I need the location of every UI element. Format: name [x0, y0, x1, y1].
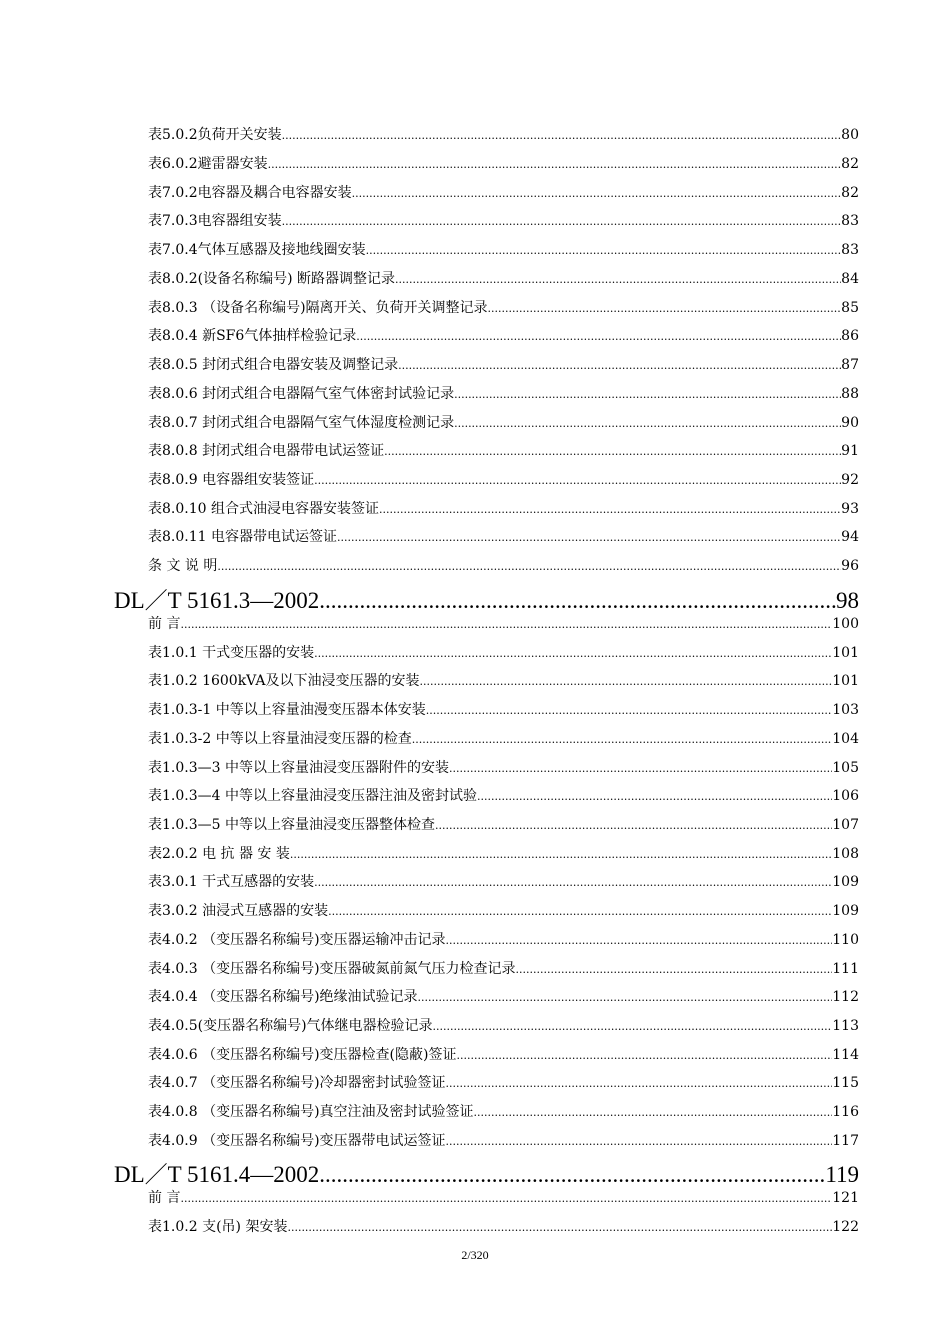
- toc-leader-dots: [337, 531, 841, 544]
- toc-entry-title: 表8.0.4 新SF6气体抽样检验记录: [148, 328, 357, 344]
- toc-page-number: 96: [841, 558, 859, 574]
- toc-entry[interactable]: [148, 1015, 859, 1037]
- toc-page-number: 110: [832, 932, 859, 948]
- toc-entry-title: 表7.0.4气体互感器及接地线圈安装: [148, 242, 366, 258]
- toc-section-heading[interactable]: [114, 582, 859, 612]
- toc-entry-title: 前 言: [148, 616, 181, 632]
- toc-leader-dots: [454, 417, 841, 430]
- toc-leader-dots: [319, 1162, 825, 1186]
- toc-leader-dots: [290, 848, 832, 861]
- toc-entry[interactable]: [148, 785, 859, 807]
- toc-page-number: 98: [836, 588, 859, 612]
- toc-section-heading[interactable]: [114, 1156, 859, 1186]
- toc-leader-dots: [426, 704, 833, 717]
- toc-leader-dots: [398, 359, 841, 372]
- toc-page-number: 109: [832, 903, 859, 919]
- toc-page-number: 117: [832, 1133, 859, 1149]
- toc-page-number: 94: [841, 529, 859, 545]
- toc-page-number: 90: [841, 415, 859, 431]
- toc-leader-dots: [446, 1135, 833, 1148]
- toc-leader-dots: [379, 503, 841, 516]
- toc-page-number: 80: [841, 127, 859, 143]
- toc-entry-title: 表7.0.3电容器组安装: [148, 213, 282, 229]
- toc-page-number: 83: [841, 213, 859, 229]
- toc-leader-dots: [446, 934, 833, 947]
- toc-entry[interactable]: [148, 1216, 859, 1238]
- toc-entry-title: DL／T 5161.3—2002: [114, 588, 320, 612]
- toc-entry-title: DL／T 5161.4—2002: [114, 1162, 320, 1186]
- toc-entry-title: 表3.0.1 干式互感器的安装: [148, 874, 315, 890]
- toc-entry[interactable]: [148, 670, 859, 692]
- toc-entry[interactable]: [148, 843, 859, 865]
- toc-leader-dots: [449, 762, 832, 775]
- toc-page-number: 121: [832, 1190, 859, 1206]
- toc-leader-dots: [474, 1106, 833, 1119]
- toc-leader-dots: [314, 647, 832, 660]
- toc-page-number: 119: [825, 1162, 859, 1186]
- toc-leader-dots: [180, 618, 832, 631]
- toc-entry-title: 条 文 说 明: [148, 558, 218, 574]
- toc-leader-dots: [433, 1020, 833, 1033]
- toc-entry-title: 表8.0.3 （设备名称编号)隔离开关、负荷开关调整记录: [148, 300, 488, 316]
- toc-entry[interactable]: [148, 1187, 859, 1209]
- toc-entry-title: 表1.0.3-2 中等以上容量油浸变压器的检查: [148, 731, 412, 747]
- toc-entry-title: 表8.0.6 封闭式组合电器隔气室气体密封试验记录: [148, 386, 455, 402]
- toc-entry[interactable]: [148, 325, 859, 347]
- toc-entry[interactable]: [148, 1044, 859, 1066]
- toc-leader-dots: [319, 588, 836, 612]
- toc-entry-title: 表8.0.2(设备名称编号) 断路器调整记录: [148, 271, 395, 287]
- toc-entry-title: 表4.0.8 （变压器名称编号)真空注油及密封试验签证: [148, 1104, 474, 1120]
- toc-page-number: 100: [832, 616, 859, 632]
- toc-entry[interactable]: [148, 124, 859, 146]
- toc-page-number: 122: [832, 1219, 859, 1235]
- toc-page-number: 93: [841, 501, 859, 517]
- toc-leader-dots: [419, 675, 832, 688]
- toc-leader-dots: [516, 963, 833, 976]
- toc-entry-title: 表4.0.4 （变压器名称编号)绝缘油试验记录: [148, 989, 418, 1005]
- toc-leader-dots: [314, 474, 841, 487]
- toc-leader-dots: [488, 302, 842, 315]
- toc-entry-title: 表1.0.3—3 中等以上容量油浸变压器附件的安装: [148, 760, 449, 776]
- toc-entry[interactable]: [148, 986, 859, 1008]
- toc-entry-title: 表1.0.2 支(吊) 架安装: [148, 1219, 288, 1235]
- toc-page-number: 103: [832, 702, 859, 718]
- toc-entry[interactable]: [148, 814, 859, 836]
- toc-leader-dots: [282, 215, 842, 228]
- toc-entry[interactable]: [148, 871, 859, 893]
- toc-entry-title: 表4.0.9 （变压器名称编号)变压器带电试运签证: [148, 1133, 446, 1149]
- toc-entry-title: 表4.0.5(变压器名称编号)气体继电器检验记录: [148, 1018, 433, 1034]
- toc-entry[interactable]: [148, 239, 859, 261]
- toc-page-number: 112: [832, 989, 859, 1005]
- toc-leader-dots: [412, 733, 833, 746]
- toc-entry-title: 表1.0.3—4 中等以上容量油浸变压器注油及密封试验: [148, 788, 477, 804]
- toc-entry[interactable]: [148, 1130, 859, 1152]
- toc-entry[interactable]: [148, 440, 859, 462]
- toc-entry[interactable]: [148, 383, 859, 405]
- toc-page-number: 82: [841, 156, 859, 172]
- toc-leader-dots: [454, 388, 841, 401]
- toc-page-number: 85: [841, 300, 859, 316]
- toc-entry-title: 表3.0.2 油浸式互感器的安装: [148, 903, 329, 919]
- page-number: 2/320: [461, 1248, 489, 1262]
- toc-entry[interactable]: [148, 412, 859, 434]
- toc-entry[interactable]: [148, 555, 859, 577]
- toc-entry[interactable]: [148, 498, 859, 520]
- toc-leader-dots: [314, 876, 832, 889]
- toc-leader-dots: [180, 1192, 832, 1205]
- toc-entry[interactable]: [148, 642, 859, 664]
- toc-leader-dots: [217, 560, 841, 573]
- toc-page-number: 101: [832, 673, 859, 689]
- toc-page-number: 101: [832, 645, 859, 661]
- toc-entry-title: 前 言: [148, 1190, 181, 1206]
- toc-leader-dots: [287, 1221, 832, 1234]
- toc-entry-title: 表4.0.3 （变压器名称编号)变压器破氮前氮气压力检查记录: [148, 961, 516, 977]
- toc-leader-dots: [446, 1077, 833, 1090]
- toc-entry[interactable]: [148, 728, 859, 750]
- toc-leader-dots: [418, 991, 833, 1004]
- toc-entry[interactable]: [148, 757, 859, 779]
- toc-page-number: 88: [841, 386, 859, 402]
- toc-entry[interactable]: [148, 297, 859, 319]
- toc-entry-title: 表8.0.5 封闭式组合电器安装及调整记录: [148, 357, 399, 373]
- toc-page-number: 92: [841, 472, 859, 488]
- toc-leader-dots: [477, 790, 832, 803]
- toc-entry[interactable]: [148, 613, 859, 635]
- toc-entry-title: 表1.0.3-1 中等以上容量油漫变压器本体安装: [148, 702, 426, 718]
- toc-entry[interactable]: [148, 699, 859, 721]
- toc-entry[interactable]: [148, 1072, 859, 1094]
- toc-page-number: 109: [832, 874, 859, 890]
- toc-entry-title: 表4.0.2 （变压器名称编号)变压器运输冲击记录: [148, 932, 446, 948]
- toc-entry-title: 表1.0.1 干式变压器的安装: [148, 645, 315, 661]
- toc-entry-title: 表5.0.2负荷开关安装: [148, 127, 282, 143]
- toc-entry-title: 表8.0.9 电容器组安装签证: [148, 472, 315, 488]
- toc-page-number: 104: [832, 731, 859, 747]
- toc-page-number: 115: [832, 1075, 859, 1091]
- toc-leader-dots: [435, 819, 832, 832]
- toc-entry-title: 表4.0.6 （变压器名称编号)变压器检查(隐蔽)签证: [148, 1047, 457, 1063]
- toc-entry[interactable]: [148, 153, 859, 175]
- toc-leader-dots: [282, 129, 842, 142]
- toc-entry[interactable]: [148, 469, 859, 491]
- toc-leader-dots: [328, 905, 832, 918]
- toc-entry-title: 表8.0.10 组合式油浸电容器安装签证: [148, 501, 379, 517]
- toc-page-number: 106: [832, 788, 859, 804]
- toc-entry[interactable]: [148, 354, 859, 376]
- toc-entry-title: 表1.0.3—5 中等以上容量油浸变压器整体检查: [148, 817, 435, 833]
- toc-entry-title: 表2.0.2 电 抗 器 安 装: [148, 846, 290, 862]
- toc-entry-title: 表8.0.11 电容器带电试运签证: [148, 529, 337, 545]
- toc-page-number: 108: [832, 846, 859, 862]
- toc-entry[interactable]: [148, 210, 859, 232]
- toc-page-number: 114: [832, 1047, 859, 1063]
- toc-entry[interactable]: [148, 1101, 859, 1123]
- toc-page-number: 116: [832, 1104, 859, 1120]
- toc-leader-dots: [356, 330, 841, 343]
- toc-entry[interactable]: [148, 929, 859, 951]
- toc-entry-title: 表6.0.2避雷器安装: [148, 156, 268, 172]
- toc-page-number: 82: [841, 185, 859, 201]
- toc-leader-dots: [456, 1049, 832, 1062]
- toc-entry-title: 表8.0.7 封闭式组合电器隔气室气体湿度检测记录: [148, 415, 455, 431]
- toc-page-number: 84: [841, 271, 859, 287]
- toc-leader-dots: [268, 158, 842, 171]
- toc-entry-title: 表7.0.2电容器及耦合电容器安装: [148, 185, 352, 201]
- toc-entry-title: 表4.0.7 （变压器名称编号)冷却器密封试验签证: [148, 1075, 446, 1091]
- toc-page-number: 86: [841, 328, 859, 344]
- toc-entry[interactable]: [148, 182, 859, 204]
- toc-page-number: 107: [832, 817, 859, 833]
- toc-page-number: 83: [841, 242, 859, 258]
- toc-page-number: 105: [832, 760, 859, 776]
- toc-entry[interactable]: [148, 268, 859, 290]
- toc-entry[interactable]: [148, 526, 859, 548]
- toc-leader-dots: [395, 273, 841, 286]
- toc-entry-title: 表8.0.8 封闭式组合电器带电试运签证: [148, 443, 385, 459]
- toc-page-number: 91: [841, 443, 859, 459]
- toc-leader-dots: [366, 244, 842, 257]
- toc-leader-dots: [384, 445, 841, 458]
- toc-entry[interactable]: [148, 958, 859, 980]
- toc-page-number: 113: [832, 1018, 859, 1034]
- toc-page-number: 111: [832, 961, 859, 977]
- toc-entry-title: 表1.0.2 1600kVA及以下油浸变压器的安装: [148, 673, 420, 689]
- toc-entry[interactable]: [148, 900, 859, 922]
- toc-page-number: 87: [841, 357, 859, 373]
- toc-leader-dots: [352, 187, 842, 200]
